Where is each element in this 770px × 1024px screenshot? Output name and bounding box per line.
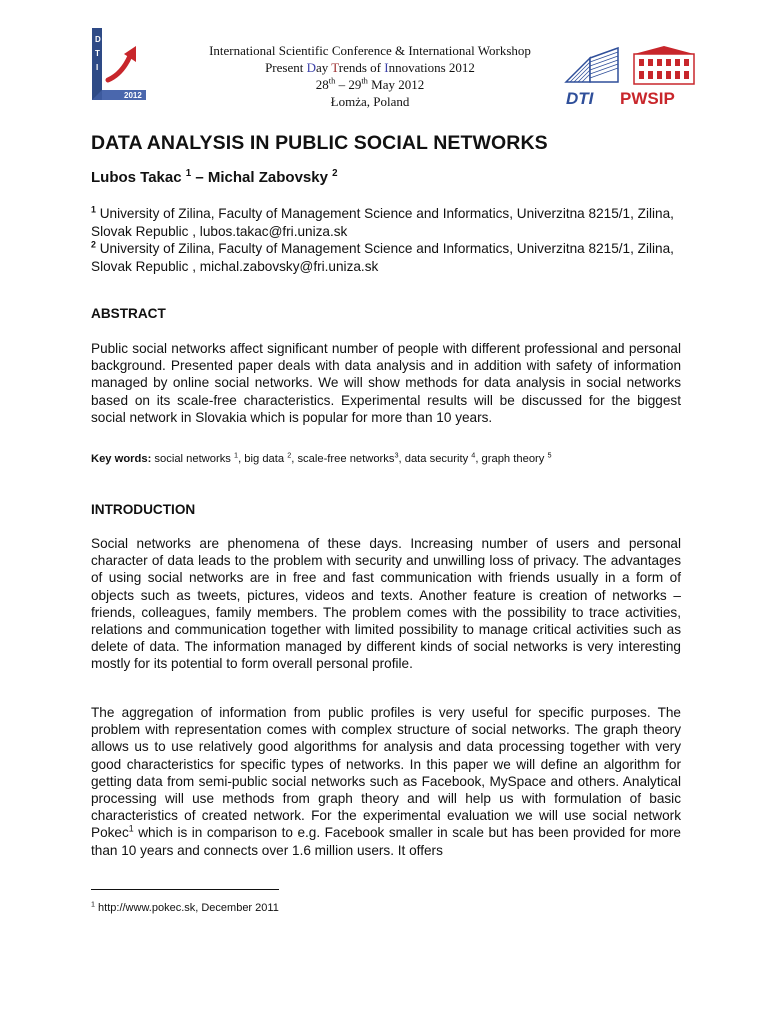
footnote-sup: 1 xyxy=(91,900,95,909)
footnote xyxy=(91,902,681,914)
conference-logo xyxy=(78,24,150,108)
author-sup: 1 xyxy=(185,168,192,179)
footnote-ref: 1 xyxy=(128,823,134,834)
date-part: May 2012 xyxy=(367,77,425,92)
introduction-heading: INTRODUCTION xyxy=(91,502,196,517)
keyword: , big data xyxy=(238,453,288,465)
author-sup: 2 xyxy=(332,168,338,179)
keyword-sup: 1 xyxy=(234,450,239,460)
date-part: – 29 xyxy=(335,77,362,92)
paragraph-text: The aggregation of information from public profiles is very useful for specific purposes. The problem with representation comes with complex structure of social networks. The graph theory allows us to use relatively good algorithms for analysis and data processing together with very good characteristics for specific types of networks. In this paper we will define an algorithm for getting data from semi-public social networks such as Facebook, MySpace and others. Analytical processing will use methods from graph theory and will help us with formulation of basic characteristics of created network. For the experimental evaluation we will use social network Pokec xyxy=(91,705,681,841)
affiliation-sup: 1 xyxy=(91,204,96,215)
author-separator: – xyxy=(191,169,208,186)
pwsip-logo-text: PWSIP xyxy=(620,89,675,108)
subtitle-part: nnovations 2012 xyxy=(388,60,475,75)
keyword-sup: 2 xyxy=(287,450,292,460)
subtitle-letter-d: D xyxy=(306,60,316,75)
keyword: , data security xyxy=(398,453,472,465)
conference-title: International Scientific Conference & International Workshop xyxy=(209,43,531,58)
paragraph-text: which is in comparison to e.g. Facebook smaller in scale but has been provided for more than 10 years and connects over 1.6 million users. It offers xyxy=(91,825,681,858)
abstract-heading: ABSTRACT xyxy=(91,306,166,321)
logo-letter-i: I xyxy=(96,63,99,72)
subtitle-letter-i: I xyxy=(384,60,389,75)
introduction-paragraph-2 xyxy=(91,704,681,859)
keyword-sup: 3 xyxy=(394,450,399,460)
logo-letter-d: D xyxy=(95,35,101,44)
affiliations xyxy=(91,205,681,275)
date-sup: th xyxy=(328,75,336,86)
paper-title: DATA ANALYSIS IN PUBLIC SOCIAL NETWORKS xyxy=(91,132,548,154)
logo-letter-t: T xyxy=(95,49,100,58)
affiliation-2 xyxy=(91,240,681,275)
date-sup: th xyxy=(361,75,368,86)
dti-pwsip-logo xyxy=(564,44,700,110)
conference-header xyxy=(70,22,700,112)
dti-logo-text: DTI xyxy=(566,89,594,108)
conference-location: Łomża, Poland xyxy=(330,94,410,109)
date-part: 28 xyxy=(315,77,329,92)
author-name: Michal Zabovsky xyxy=(207,169,328,186)
footnote-divider xyxy=(91,889,279,890)
subtitle-part: Present xyxy=(265,60,307,75)
conference-subtitle xyxy=(170,59,570,76)
introduction-paragraph-1: Social networks are phenomena of these days. Increasing number of users and personal character of data leads to the problem with security and unwilling loss of privacy. The advantages of using social networks are in free and fast communication with friends usually in a form of objects such as tweets, pictures, videos and texts. Another feature is creation of networks – friends, colleagues, family members. The problem comes with the possibility to trace activities, relations and communication together with limited possibility to manage critical activities such as delete of data. The information managed by different kinds of social networks is very interesting mostly for its potential to form overall personal profile. xyxy=(91,536,681,672)
footnote-text: http://www.pokec.sk, December 2011 xyxy=(94,902,279,914)
abstract-text: Public social networks affect significant number of people with different professional and personal background. Presented paper deals with data analysis and in addition with safety of information managed by online social networks. We will show methods for data analysis in social networks based on its scale-free characteristics. Experimental results will be discussed for the biggest social network in Slovakia which is popular for more than 10 years. xyxy=(91,341,681,425)
keywords-label: Key words: xyxy=(91,453,152,465)
keyword: , graph theory xyxy=(475,453,548,465)
paper-authors xyxy=(91,169,681,186)
logo-year: 2012 xyxy=(124,91,142,100)
subtitle-letter-t: T xyxy=(331,60,339,75)
keyword-sup: 4 xyxy=(471,450,476,460)
author-name: Lubos Takac xyxy=(91,169,182,186)
affiliation-1 xyxy=(91,205,681,240)
subtitle-part: rends of xyxy=(338,60,385,75)
affiliation-sup: 2 xyxy=(91,239,96,250)
keyword: social networks xyxy=(151,453,235,465)
affiliation-text: University of Zilina, Faculty of Management Science and Informatics, Univerzitna 8215/1, Zilina, Slovak Republic , michal.zabovsky@fri.uniza.sk xyxy=(91,241,674,274)
subtitle-part: ay xyxy=(315,60,332,75)
keyword: , scale-free networks xyxy=(291,453,395,465)
keyword-sup: 5 xyxy=(547,450,552,460)
keywords xyxy=(91,450,681,465)
affiliation-text: University of Zilina, Faculty of Management Science and Informatics, Univerzitna 8215/1, Zilina, Slovak Republic , lubos.takac@fri.uniza.sk xyxy=(91,206,674,239)
conference-dates xyxy=(170,76,570,93)
conference-info xyxy=(170,42,570,110)
